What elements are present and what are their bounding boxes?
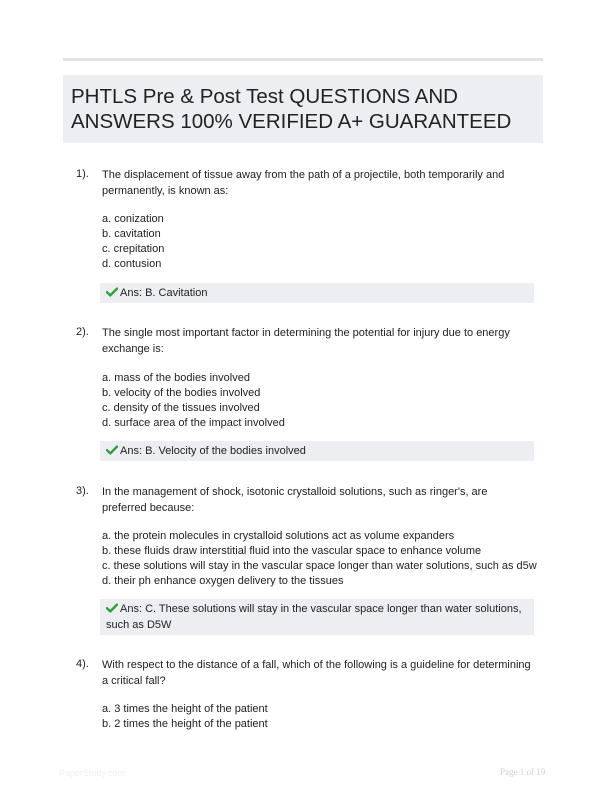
option-d: d. surface area of the impact involved (102, 417, 285, 429)
option-a: a. conization (102, 213, 164, 225)
option-c: c. these solutions will stay in the vascular space longer than water solutions, such as d5w (102, 560, 537, 572)
option-b: b. velocity of the bodies involved (102, 387, 261, 399)
check-icon (106, 603, 118, 613)
option-b: b. cavitation (102, 228, 161, 240)
question-number: 2). (76, 326, 89, 338)
title-banner (63, 75, 543, 143)
answer-text: Ans: B. Velocity of the bodies involved (120, 445, 306, 457)
question-number: 3). (76, 485, 89, 497)
option-a: a. mass of the bodies involved (102, 372, 250, 384)
option-c: c. density of the tissues involved (102, 402, 260, 414)
document-title: PHTLS Pre & Post Test QUESTIONS AND ANSWERS 100% VERIFIED A+ GUARANTEED (71, 85, 512, 133)
question-number: 4). (76, 658, 89, 670)
question-text: The single most important factor in determining the potential for injury due to energy exchange is: (102, 327, 510, 355)
answer-text: Ans: B. Cavitation (120, 287, 208, 299)
watermark: PaperStudy.com (59, 768, 125, 778)
page-indicator: Page 1 of 19 (500, 767, 546, 777)
option-b: b. 2 times the height of the patient (102, 718, 268, 730)
option-d: d. their ph enhance oxygen delivery to the tissues (102, 575, 344, 587)
question-text: The displacement of tissue away from the path of a projectile, both temporarily and permanently, is known as: (102, 169, 505, 197)
option-list (102, 702, 542, 732)
option-c: c. crepitation (102, 243, 165, 255)
question-text: In the management of shock, isotonic crystalloid solutions, such as ringer's, are preferred because: (102, 486, 488, 514)
option-d: d. contusion (102, 258, 162, 270)
option-a: a. the protein molecules in crystalloid solutions act as volume expanders (102, 530, 455, 542)
option-list (102, 529, 542, 589)
option-list (102, 212, 542, 272)
option-b: b. these fluids draw interstitial fluid into the vascular space to enhance volume (102, 545, 482, 557)
question-text: With respect to the distance of a fall, which of the following is a guideline for determining a critical fall? (102, 659, 531, 687)
answer-box (100, 599, 534, 635)
answer-box (100, 441, 534, 461)
option-list (102, 371, 542, 431)
top-divider (63, 58, 543, 61)
check-icon (106, 445, 118, 455)
check-icon (106, 287, 118, 297)
question-number: 1). (76, 168, 89, 180)
option-a: a. 3 times the height of the patient (102, 703, 268, 715)
answer-text: Ans: C. These solutions will stay in the vascular space longer than water solutions, such as D5W (106, 603, 522, 631)
answer-box (100, 283, 534, 303)
